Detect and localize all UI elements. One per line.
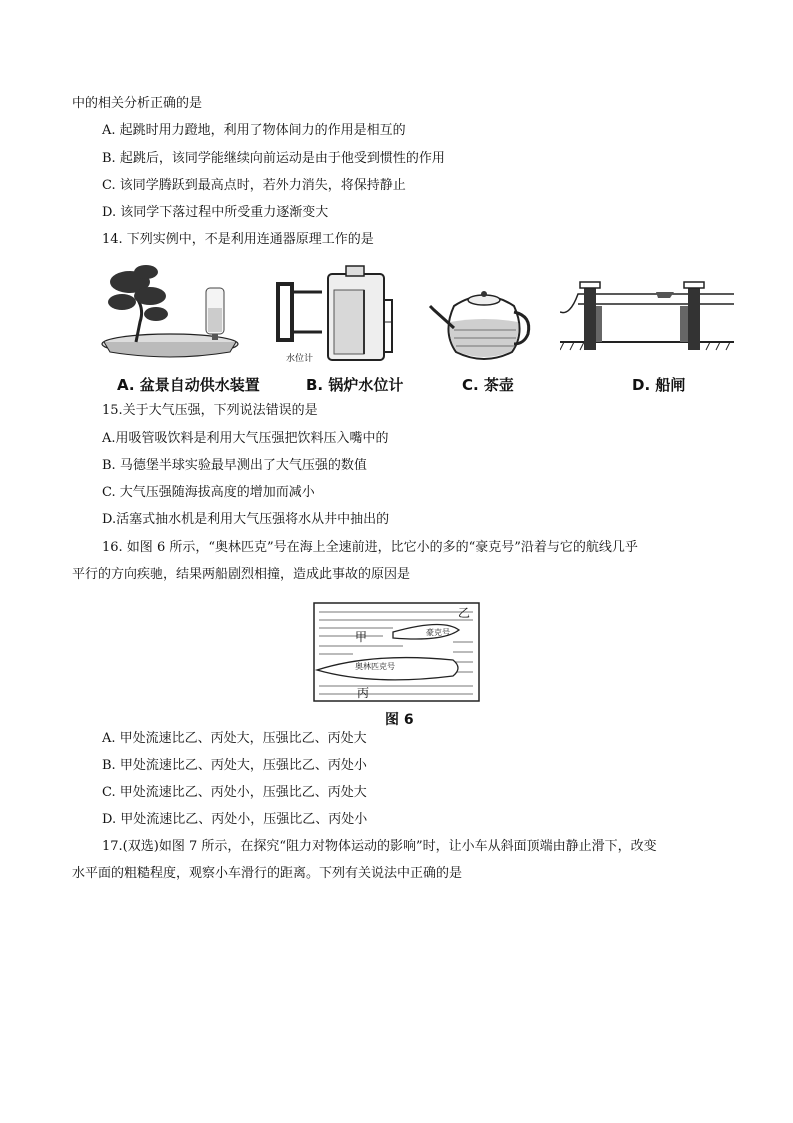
q14-caption-d: D. 船闸 [632, 376, 686, 394]
q17-stem-line2: 水平面的粗糙程度，观察小车滑行的距离。下列有关说法中正确的是 [72, 866, 463, 881]
label-bing: 丙 [357, 686, 370, 700]
q14-caption-b: B. 锅炉水位计 [306, 376, 404, 394]
q13-option-b: B. 起跳后，该同学能继续向前运动是由于他受到惯性的作用 [102, 151, 445, 166]
q14-caption-c: C. 茶壶 [462, 376, 514, 394]
q16-stem-line1: 16. 如图 6 所示，“奥林匹克”号在海上全速前进，比它小的多的“豪克号”沿着与它的航线几乎 [102, 540, 638, 555]
q15-stem: 15.关于大气压强，下列说法错误的是 [102, 403, 318, 418]
label-big-ship: 奥林匹克号 [355, 662, 395, 671]
q16-option-c: C. 甲处流速比乙、丙处小，压强比乙、丙处大 [102, 785, 367, 800]
teapot-figure [428, 286, 538, 366]
intro-text: 中的相关分析正确的是 [72, 96, 203, 111]
ship-collision-figure [313, 602, 480, 702]
q16-option-d: D. 甲处流速比乙、丙处小，压强比乙、丙处小 [102, 812, 368, 827]
figure-6-caption: 图 6 [385, 712, 414, 728]
bonsai-figure [100, 262, 260, 362]
q13-option-d: D. 该同学下落过程中所受重力逐渐变大 [102, 205, 329, 220]
q15-option-d: D.活塞式抽水机是利用大气压强将水从井中抽出的 [102, 512, 390, 527]
q16-stem-line2: 平行的方向疾驰，结果两船剧烈相撞，造成此事故的原因是 [72, 567, 411, 582]
label-jia: 甲 [355, 630, 368, 644]
label-small-ship: 豪克号 [426, 628, 450, 637]
q15-option-c: C. 大气压强随海拔高度的增加而减小 [102, 485, 315, 500]
q15-option-a: A.用吸管吸饮料是利用大气压强把饮料压入嘴中的 [102, 431, 389, 446]
boiler-gauge-label: 水位计 [286, 354, 314, 364]
q17-stem-line1: 17.(双选)如图 7 所示，在探究“阻力对物体运动的影响”时，让小车从斜面顶端由静止滑下，改变 [102, 839, 657, 854]
q16-option-b: B. 甲处流速比乙、丙处大，压强比乙、丙处小 [102, 758, 367, 773]
q14-stem: 14. 下列实例中，不是利用连通器原理工作的是 [102, 232, 374, 247]
q13-option-c: C. 该同学腾跃到最高点时，若外力消失，将保持静止 [102, 178, 406, 193]
ship-lock-figure [560, 272, 734, 362]
label-yi: 乙 [458, 606, 471, 620]
q13-option-a: A. 起跳时用力蹬地，利用了物体间力的作用是相互的 [102, 123, 406, 138]
q14-caption-a: A. 盆景自动供水装置 [117, 376, 260, 394]
q16-option-a: A. 甲处流速比乙、丙处大，压强比乙、丙处大 [102, 731, 367, 746]
q15-option-b: B. 马德堡半球实验最早测出了大气压强的数值 [102, 458, 367, 473]
